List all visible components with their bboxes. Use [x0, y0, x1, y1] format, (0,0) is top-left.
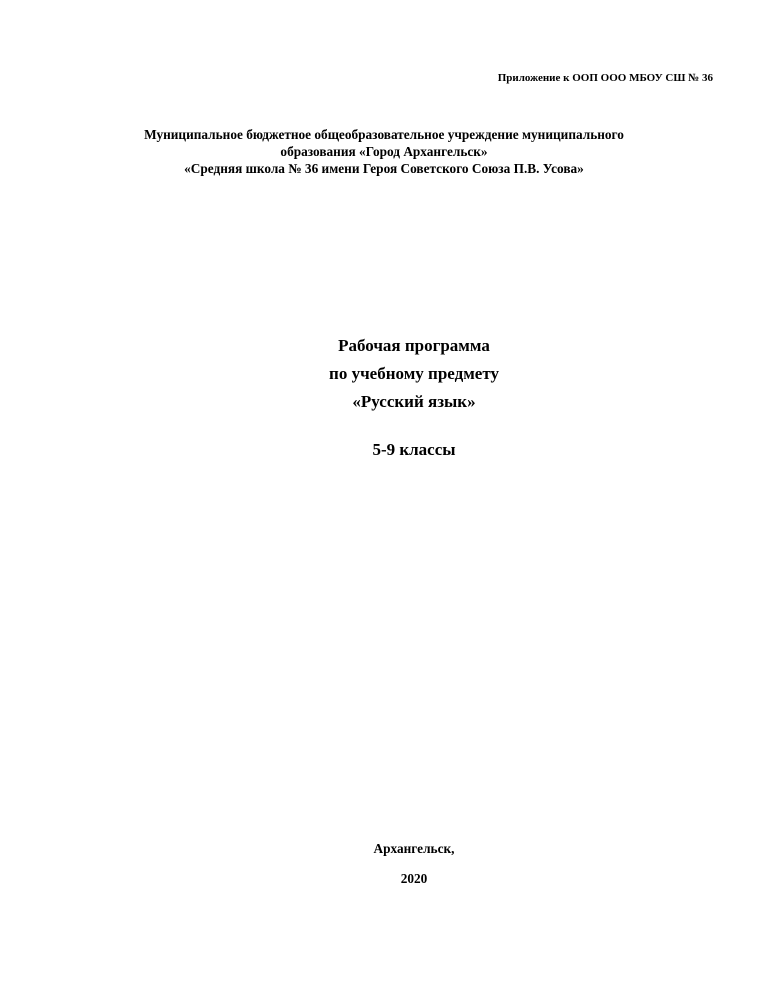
place-and-year	[0, 841, 768, 901]
organization-line-1: Муниципальное бюджетное общеобразовательное учреждение муниципального	[144, 127, 624, 142]
program-subject-prefix: по учебному предмету	[329, 364, 499, 383]
program-grades: 5-9 классы	[372, 440, 456, 459]
organization-line-3: «Средняя школа № 36 имени Героя Советского Союза П.В. Усова»	[184, 161, 584, 176]
organization-name	[0, 126, 768, 177]
organization-line-2: образования «Город Архангельск»	[280, 144, 488, 159]
program-block	[0, 336, 768, 468]
appendix-note: Приложение к ООП ООО МБОУ СШ № 36	[497, 72, 713, 84]
program-title: Рабочая программа	[338, 336, 490, 355]
city: Архангельск,	[373, 841, 455, 856]
program-subject: «Русский язык»	[352, 392, 476, 411]
year: 2020	[400, 871, 428, 886]
